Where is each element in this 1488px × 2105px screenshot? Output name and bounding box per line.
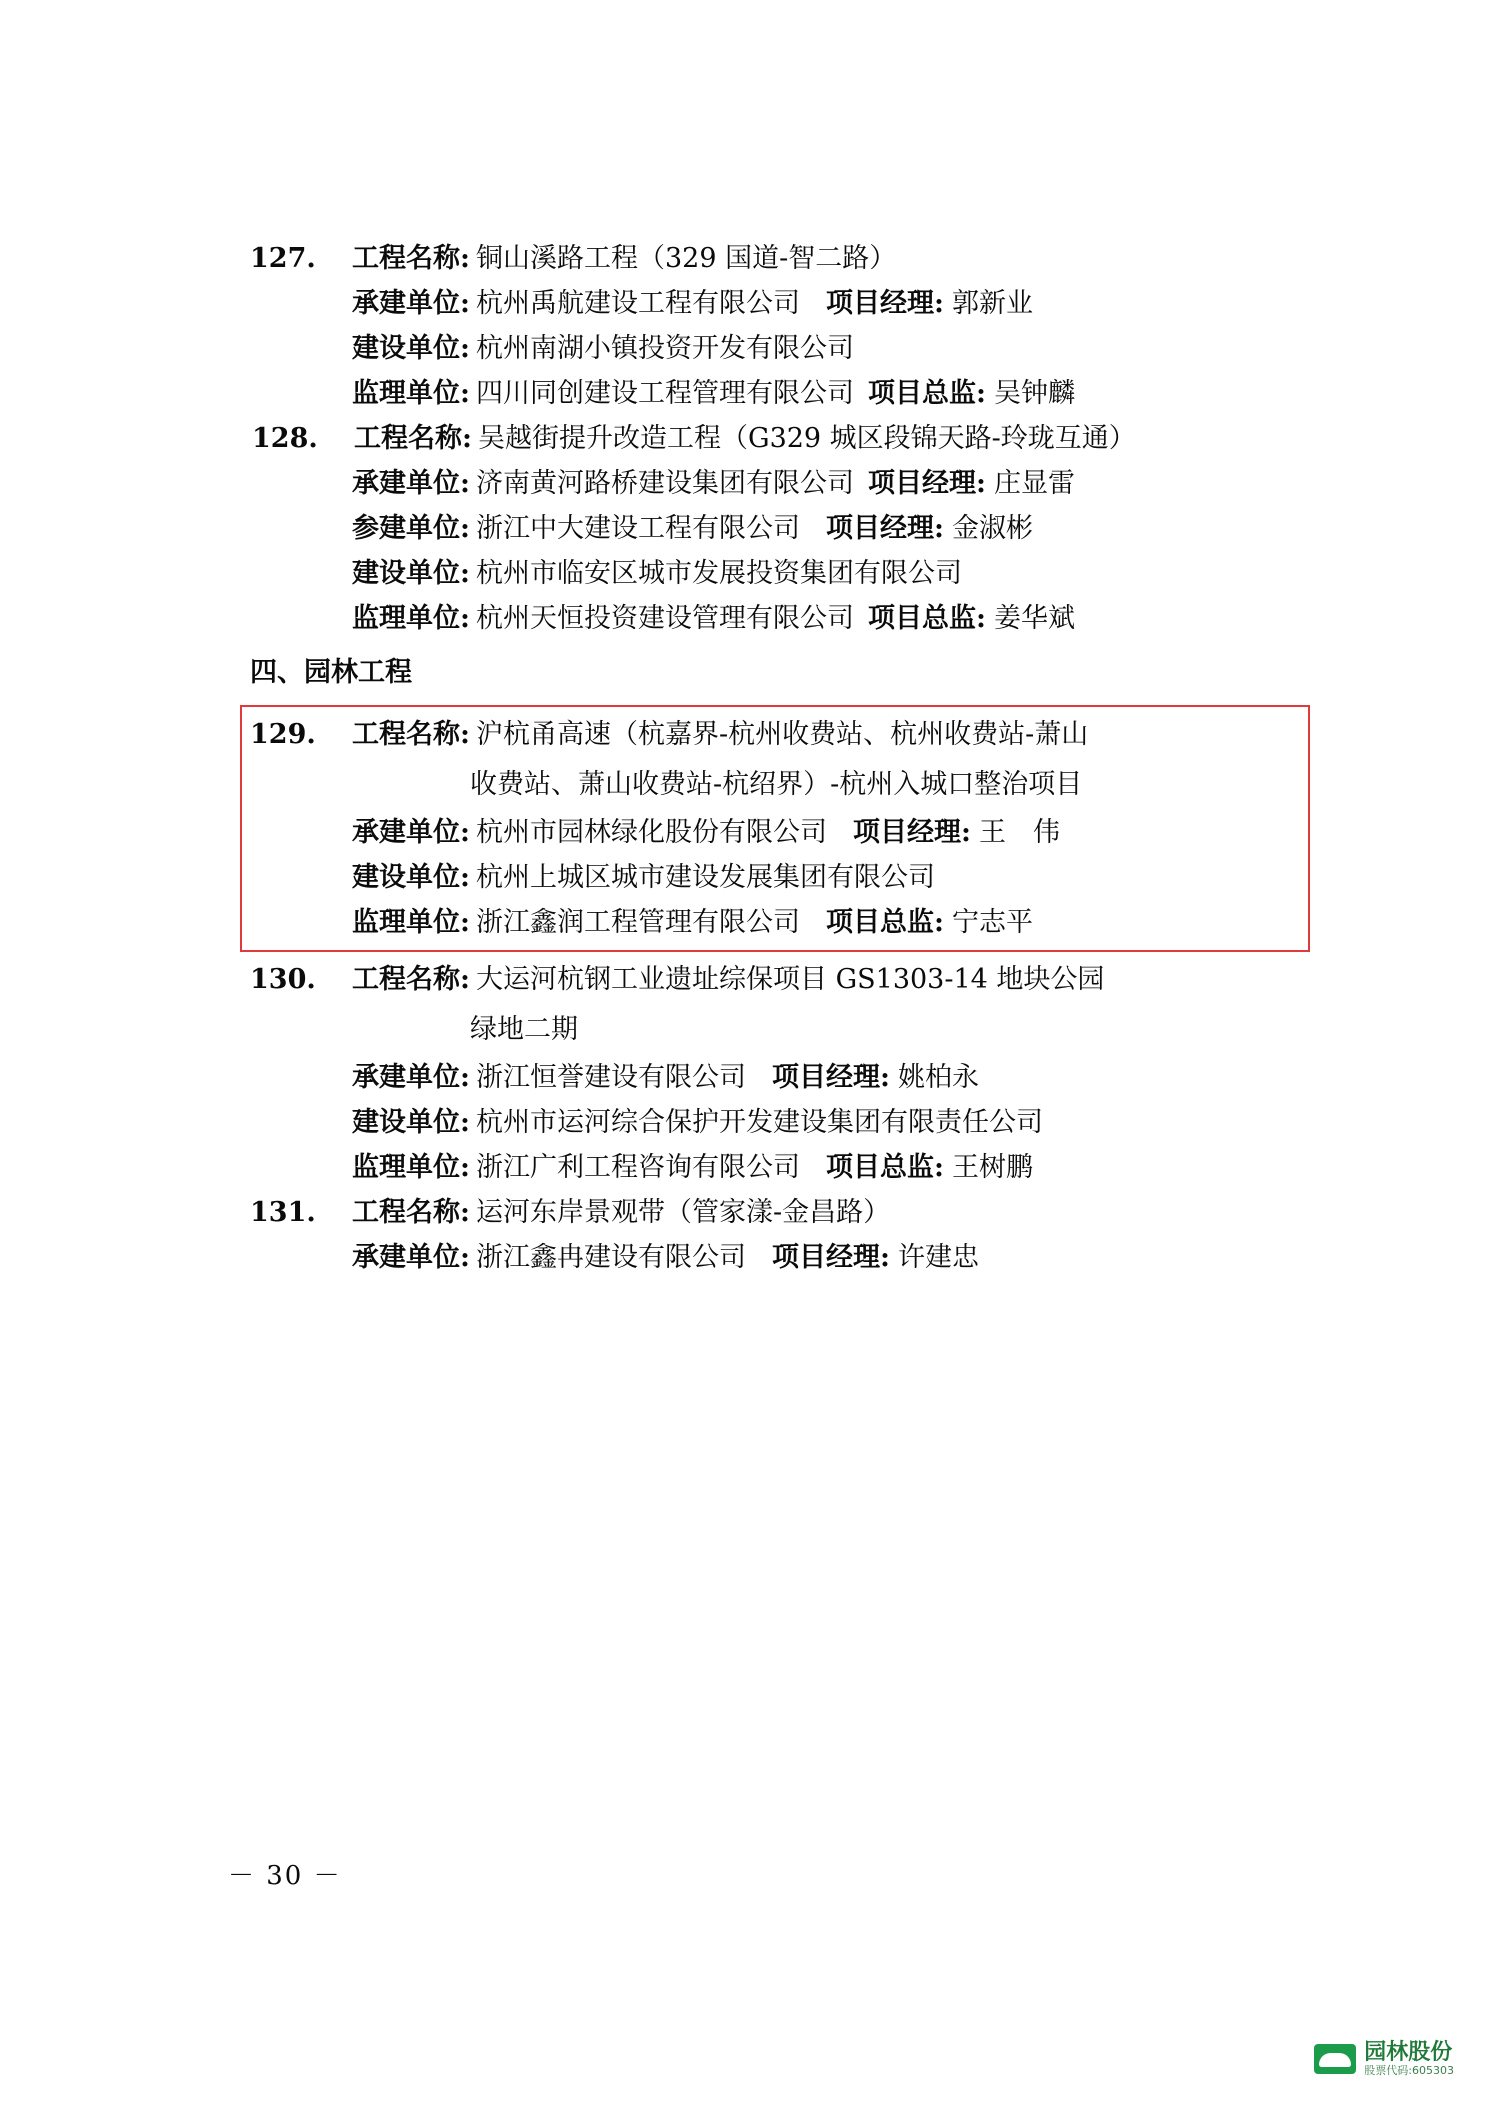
table-row	[250, 380, 1300, 407]
row-sub-label: 项目经理:	[868, 468, 986, 499]
row-label: 建设单位:	[352, 862, 470, 893]
row-sub-value: 郭新业	[951, 288, 1033, 319]
row-value-text: 杭州市园林绿化股份有限公司	[476, 817, 827, 848]
row-value-text: 浙江广利工程咨询有限公司	[476, 1152, 800, 1183]
row-value-continuation: 绿地二期	[470, 1014, 578, 1045]
row-label: 工程名称:	[352, 243, 470, 274]
row-sub-value: 庄显雷	[993, 468, 1075, 499]
table-row	[250, 819, 1298, 846]
table-row	[250, 1064, 1300, 1091]
entry-127	[250, 245, 1300, 407]
table-row	[250, 560, 1300, 587]
table-row	[250, 290, 1300, 317]
page-number: － 30 －	[228, 1861, 342, 1891]
table-row	[250, 1109, 1300, 1136]
table-row	[250, 864, 1298, 891]
row-value: 杭州市临安区城市发展投资集团有限公司	[476, 558, 962, 589]
row-label: 工程名称:	[354, 423, 472, 454]
row-sub-value: 姜华斌	[993, 603, 1075, 634]
row-sub-label: 项目经理:	[826, 288, 944, 319]
row-value	[476, 290, 1300, 317]
row-label: 监理单位:	[352, 1152, 470, 1183]
table-row	[250, 515, 1300, 542]
row-sub-label: 项目经理:	[826, 513, 944, 544]
row-label: 建设单位:	[352, 333, 470, 364]
entry-131	[250, 1199, 1300, 1271]
row-sub-label: 项目总监:	[868, 603, 986, 634]
row-value-continuation: 收费站、萧山收费站-杭绍界）-杭州入城口整治项目	[470, 769, 1083, 800]
logo-text	[1364, 2041, 1454, 2077]
row-value: 沪杭甬高速（杭嘉界-杭州收费站、杭州收费站-萧山	[476, 719, 1089, 750]
row-sub-value: 吴钟麟	[993, 378, 1075, 409]
row-sub-label: 项目经理:	[772, 1242, 890, 1273]
table-row	[250, 966, 1300, 993]
row-value	[476, 1154, 1300, 1181]
row-value: 铜山溪路工程（329 国道-智二路）	[476, 243, 897, 274]
row-value: 大运河杭钢工业遗址综保项目 GS1303-14 地块公园	[476, 964, 1105, 995]
row-value	[476, 515, 1300, 542]
row-sub-value: 王树鹏	[951, 1152, 1033, 1183]
row-label: 参建单位:	[352, 513, 470, 544]
row-value	[476, 380, 1300, 407]
row-value: 杭州上城区城市建设发展集团有限公司	[476, 862, 935, 893]
highlighted-entry-129	[240, 705, 1310, 952]
entry-number: 128.	[252, 423, 318, 454]
row-value	[476, 909, 1298, 936]
row-label: 承建单位:	[352, 288, 470, 319]
row-label: 工程名称:	[352, 1197, 470, 1228]
row-label: 工程名称:	[352, 719, 470, 750]
table-row	[250, 425, 1300, 452]
entry-130	[250, 966, 1300, 1181]
row-value-text: 济南黄河路桥建设集团有限公司	[476, 468, 854, 499]
table-row	[250, 470, 1300, 497]
section-heading: 四、园林工程	[250, 657, 412, 688]
row-sub-value: 宁志平	[951, 907, 1033, 938]
row-sub-value: 许建忠	[897, 1242, 979, 1273]
row-value	[476, 819, 1298, 846]
company-logo	[1314, 2041, 1454, 2077]
entry-number: 129.	[250, 719, 316, 750]
entry-number: 131.	[250, 1197, 316, 1228]
row-value-text: 杭州天恒投资建设管理有限公司	[476, 603, 854, 634]
row-label: 建设单位:	[352, 1107, 470, 1138]
table-row	[250, 245, 1300, 272]
table-row	[250, 1154, 1300, 1181]
row-label: 工程名称:	[352, 964, 470, 995]
row-value	[476, 605, 1300, 632]
row-label: 建设单位:	[352, 558, 470, 589]
table-row	[250, 605, 1300, 632]
row-sub-value: 金淑彬	[951, 513, 1033, 544]
row-value: 杭州南湖小镇投资开发有限公司	[476, 333, 854, 364]
row-value-text: 四川同创建设工程管理有限公司	[476, 378, 854, 409]
row-value	[476, 1244, 1300, 1271]
row-value-text: 浙江中大建设工程有限公司	[476, 513, 800, 544]
row-value-text: 浙江鑫润工程管理有限公司	[476, 907, 800, 938]
table-row	[250, 721, 1298, 748]
row-value: 吴越街提升改造工程（G329 城区段锦天路-玲珑互通）	[478, 423, 1136, 454]
row-sub-value: 王 伟	[978, 817, 1060, 848]
row-label: 监理单位:	[352, 907, 470, 938]
row-sub-label: 项目经理:	[853, 817, 971, 848]
row-value-text: 浙江恒誉建设有限公司	[476, 1062, 746, 1093]
row-value-text: 浙江鑫冉建设有限公司	[476, 1242, 746, 1273]
row-value: 杭州市运河综合保护开发建设集团有限责任公司	[476, 1107, 1043, 1138]
logo-stock-code: 股票代码:605303	[1364, 2063, 1454, 2077]
table-row	[250, 1244, 1300, 1271]
row-sub-label: 项目总监:	[826, 1152, 944, 1183]
row-label: 承建单位:	[352, 1062, 470, 1093]
row-sub-label: 项目总监:	[868, 378, 986, 409]
row-sub-label: 项目经理:	[772, 1062, 890, 1093]
row-label: 承建单位:	[352, 1242, 470, 1273]
row-value-text: 杭州禹航建设工程有限公司	[476, 288, 800, 319]
entry-number: 130.	[250, 964, 316, 995]
row-sub-value: 姚柏永	[897, 1062, 979, 1093]
table-row	[250, 909, 1298, 936]
logo-company-name: 园林股份	[1364, 2039, 1453, 2065]
row-value: 运河东岸景观带（管家漾-金昌路）	[476, 1197, 891, 1228]
table-row	[250, 335, 1300, 362]
entry-number: 127.	[250, 243, 316, 274]
table-row	[250, 1199, 1300, 1226]
row-label: 承建单位:	[352, 468, 470, 499]
row-sub-label: 项目总监:	[826, 907, 944, 938]
leaf-icon	[1314, 2044, 1356, 2074]
entry-128	[250, 425, 1300, 632]
row-value	[476, 470, 1300, 497]
row-label: 承建单位:	[352, 817, 470, 848]
row-label: 监理单位:	[352, 603, 470, 634]
document-content	[250, 245, 1300, 1289]
row-value	[476, 1064, 1300, 1091]
row-label: 监理单位:	[352, 378, 470, 409]
